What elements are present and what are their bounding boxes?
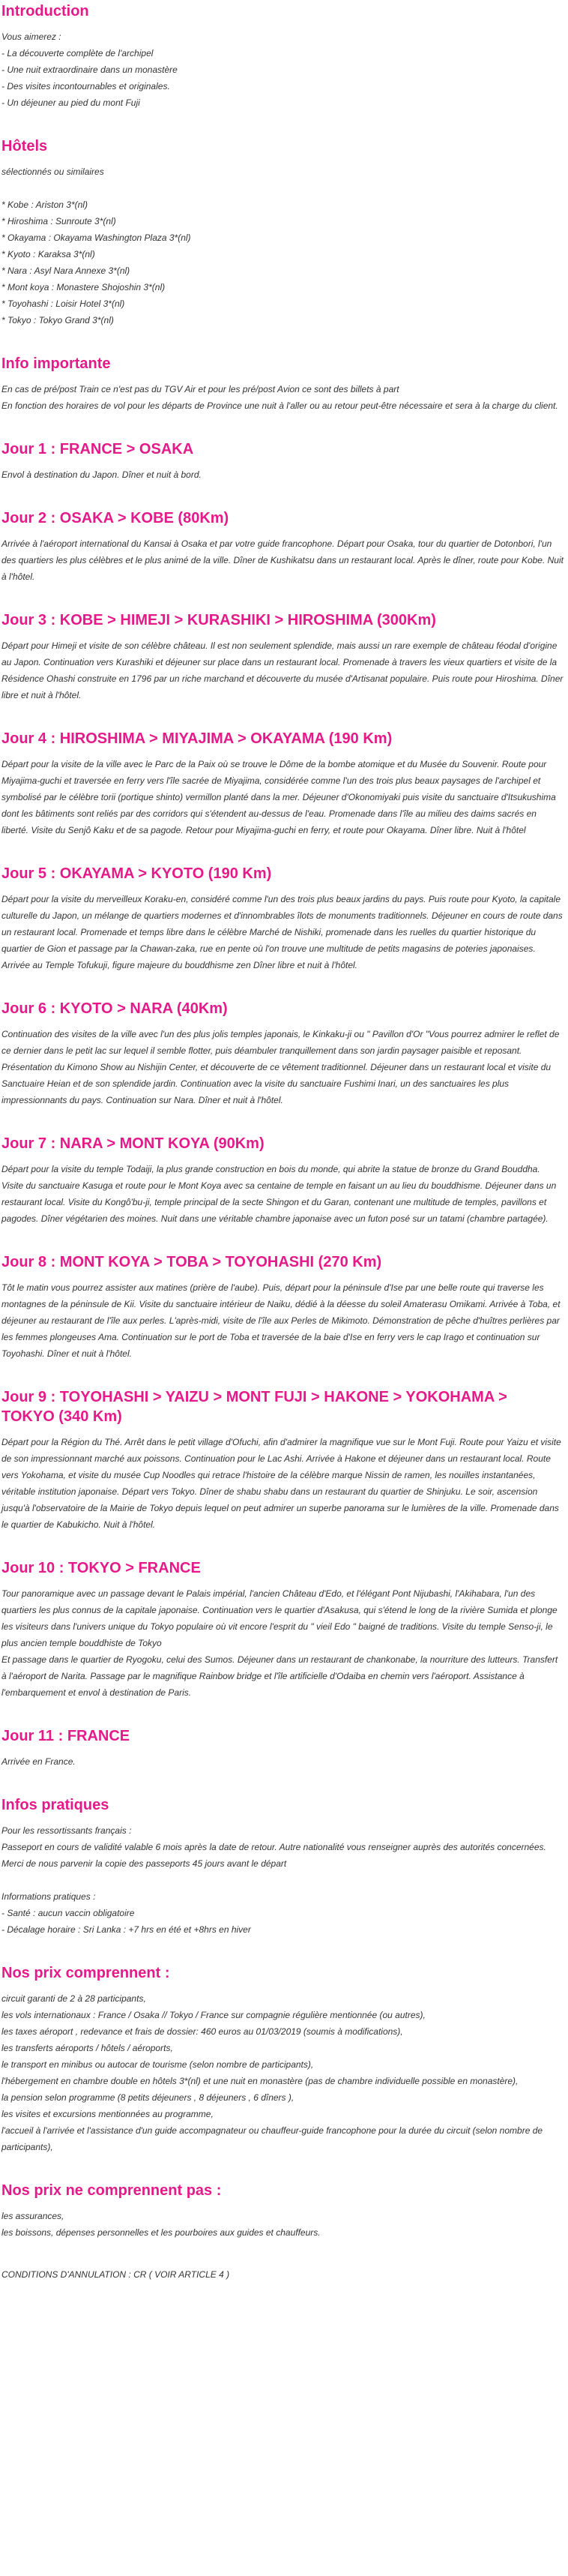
section-body: Vous aimerez : - La découverte complète de l'archipel - Une nuit extraordinaire dans un monastère - Des visites incontournables et originales. - Un déjeuner au pied du mont Fuji — [1, 31, 178, 108]
section-jour-4-hiroshima-miyajima-okayama-190-km — [1, 729, 564, 838]
section-title: Hôtels — [1, 138, 48, 154]
section-title: Jour 7 : NARA > MONT KOYA (90Km) — [1, 1135, 265, 1152]
section-jour-1-france-osaka — [1, 439, 564, 483]
section-title: Nos prix comprennent : — [1, 1965, 170, 1981]
section-title: Infos pratiques — [1, 1797, 109, 1813]
section-title: Nos prix ne comprennent pas : — [1, 2182, 222, 2199]
section-nos-prix-comprennent — [1, 1963, 564, 2155]
section-jour-11-france — [1, 1726, 564, 1770]
section-title: Jour 4 : HIROSHIMA > MIYAJIMA > OKAYAMA (190 Km) — [1, 730, 393, 747]
section-title: Jour 9 : TOYOHASHI > YAIZU > MONT FUJI > HAKONE > YOKOHAMA > TOKYO (340 Km) — [1, 1389, 507, 1425]
section-jour-10-tokyo-france — [1, 1558, 564, 1701]
section-body: Arrivée à l'aéroport international du Kansai à Osaka et par votre guide francophone. Départ pour Osaka, tour du quartier de Dotonbori, l'un des quartiers les plus célèbres et le plus animé de la ville. Dîner de Kushikatsu dans un restaurant local. Après le dîner, route pour Kobe. Nuit à l'hôtel. — [1, 538, 564, 582]
section-title: Info importante — [1, 355, 111, 372]
cancellation-conditions: CONDITIONS D'ANNULATION : CR ( VOIR ARTICLE 4 ) — [1, 2269, 230, 2280]
section-body: circuit garanti de 2 à 28 participants, les vols internationaux : France / Osaka // Tokyo / France sur compagnie régulière mentionnée (ou autres), les taxes aéroport , redevance et frais de dossier: 460 euros au 01/03/2019 (soumis à modifications), les transferts aéroports / hôtels / aéroports, le transport en minibus ou autocar de tourisme (selon nombre de participants), l'hébergement en chambre double en hôtels 3*(nl) et une nuit en monastère (pas de chambre individuelle possible en monastère), la pension selon programme (8 petits déjeuners , 8 déjeuners , 6 dîners ), les visites et excursions mentionnées au programme, l'accueil à l'arrivée et l'assistance d'un guide accompagnateur ou chauffeur-guide francophone pour la durée du circuit (selon nombre de participants), — [1, 1993, 543, 2152]
section-hotels — [1, 136, 564, 328]
section-body: Départ pour la Région du Thé. Arrêt dans le petit village d'Ofuchi, afin d'admirer la magnifique vue sur le Mont Fuji. Route pour Yaizu et visite de son impressionnant marché aux poissons. Continuation pour le Lac Ashi. Arrivée à Hakone et déjeuner dans un restaurant local. Route vers Yokohama, et visite du musée Cup Noodles qui retrace l'histoire de la célèbre marque Nissin de ramen, les nouilles instantanées, véritable institution japonaise. Départ vers Tokyo. Dîner de shabu shabu dans un restaurant du quartier de Shinjuku. Le soir, ascension jusqu'à l'observatoire de la Mairie de Tokyo depuis lequel on peut admirer un superbe panorama sur le lumières de la ville. Promenade dans le quartier de Kabukicho. Nuit à l'hôtel. — [1, 1437, 561, 1530]
section-jour-9-toyohashi-yaizu-mont-fuji-hakone-yokohama-tokyo-340-km — [1, 1387, 564, 1533]
section-body: Tour panoramique avec un passage devant le Palais impérial, l'ancien Château d'Edo, et l'élégant Pont Nijubashi, l'Akihabara, l'un des quartiers les plus connus de la capitale japonaise. Continuation vers le quartier d'Asakusa, qui s'étend le long de la rivière Sumida et plonge les visiteurs dans l'univers unique du Tokyo populaire où vit encore l'esprit du " vieil Edo " baigné de traditions. Visite du temple Senso-ji, le plus ancien temple bouddhiste de Tokyo Et passage dans le quartier de Ryogoku, celui des Sumos. Déjeuner dans un restaurant de chankonabe, la nourriture des lutteurs. Transfert à l'aéroport de Narita. Passage par le magnifique Rainbow bridge et l'île artificielle d'Odaiba en chemin vers l'aéroport. Assistance à l'embarquement et envol à destination de Paris. — [1, 1588, 558, 1698]
section-title: Jour 5 : OKAYAMA > KYOTO (190 Km) — [1, 865, 272, 882]
section-jour-7-nara-mont-koya-90km — [1, 1134, 564, 1227]
section-title: Introduction — [1, 3, 89, 19]
section-jour-5-okayama-kyoto-190-km — [1, 864, 564, 973]
section-body: En cas de pré/post Train ce n'est pas du TGV Air et pour les pré/post Avion ce sont des billets à part En fonction des horaires de vol pour les départs de Province une nuit à l'aller ou au retour peut-être nécessaire et sera à la charge du client. — [1, 384, 558, 411]
section-infos-pratiques — [1, 1795, 564, 1938]
section-jour-3-kobe-himeji-kurashiki-hiroshima-300km — [1, 610, 564, 703]
section-title: Jour 3 : KOBE > HIMEJI > KURASHIKI > HIROSHIMA (300Km) — [1, 612, 436, 628]
section-nos-prix-ne-comprennent-pas — [1, 2181, 564, 2241]
section-title: Jour 8 : MONT KOYA > TOBA > TOYOHASHI (270 Km) — [1, 1254, 382, 1270]
section-body: Départ pour Himeji et visite de son célèbre château. Il est non seulement splendide, mais aussi un rare exemple de château féodal d'origine au Japon. Continuation vers Kurashiki et déjeuner sur place dans un restaurant local. Promenade à travers les vieux quartiers et visite de la Résidence Ohashi construite en 1796 par un riche marchand et découverte du musée d'Artisanat populaire. Puis route pour Hiroshima. Dîner libre et nuit à l'hôtel. — [1, 640, 564, 700]
section-body: Envol à destination du Japon. Dîner et nuit à bord. — [1, 469, 202, 480]
section-title: Jour 2 : OSAKA > KOBE (80Km) — [1, 510, 229, 526]
section-title: Jour 10 : TOKYO > FRANCE — [1, 1560, 201, 1576]
section-introduction — [1, 1, 564, 111]
section-jour-8-mont-koya-toba-toyohashi-270-km — [1, 1252, 564, 1362]
section-body: Pour les ressortissants français : Passeport en cours de validité valable 6 mois après la date de retour. Autre nationalité vous renseigner auprès des autorités concernées. Merci de nous parvenir la copie des passeports 45 jours avant le départ Informations pratiques : - Santé : aucun vaccin obligatoire - Décalage horaire : Sri Lanka : +7 hrs en été et +8hrs en hiver — [1, 1825, 546, 1935]
section-body: les assurances, les boissons, dépenses personnelles et les pourboires aux guides et chauffeurs. — [1, 2211, 321, 2238]
section-jour-6-kyoto-nara-40km — [1, 999, 564, 1108]
section-body: Arrivée en France. — [1, 1756, 76, 1767]
section-title: Jour 1 : FRANCE > OSAKA — [1, 441, 194, 457]
section-title: Jour 11 : FRANCE — [1, 1728, 130, 1744]
section-info-importante — [1, 354, 564, 414]
section-title: Jour 6 : KYOTO > NARA (40Km) — [1, 1000, 228, 1017]
section-jour-2-osaka-kobe-80km — [1, 508, 564, 585]
section-body: Départ pour la visite de la ville avec le Parc de la Paix où se trouve le Dôme de la bombe atomique et du Musée du Souvenir. Route pour Miyajima-guchi et traversée en ferry vers l'île sacrée de Miyajima, considérée comme l'un des trois plus beaux paysages de l'archipel et symbolisé par le célèbre torii (portique shinto) vermillon planté dans la mer. Déjeuner d'Okonomiyaki puis visite du sanctuaire d'Itsukushima dont les bâtiments sont reliés par des corridors qui s'étendent au-dessus de l'eau. Promenade dans l'île au milieu des daims sacrés en liberté. Visite du Senjô Kaku et de sa pagode. Retour pour Miyajima-guchi en ferry, et route pour Okayama. Dîner libre. Nuit à l'hôtel — [1, 759, 556, 835]
section-body: Continuation des visites de la ville avec l'un des plus jolis temples japonais, le Kinkaku-ji ou " Pavillon d'Or "Vous pourrez admirer le reflet de ce dernier dans le petit lac sur lequel il semble flotter, puis déambuler tranquillement dans son jardin paysager paisible et reposant. Présentation du Kimono Show au Nishijin Center, et découverte de ce vêtement traditionnel. Déjeuner dans un restaurant local et visite du Sanctuaire Heian et de son splendide jardin. Continuation avec la visite du sanctuaire Fushimi Inari, un des sanctuaires les plus impressionnants du pays. Continuation sur Nara. Dîner et nuit à l'hôtel. — [1, 1029, 560, 1105]
section-body: Tôt le matin vous pourrez assister aux matines (prière de l'aube). Puis, départ pour la péninsule d'Ise par une belle route qui traverse les montagnes de la péninsule de Kii. Visite du sanctuaire intérieur de Naiku, dédié à la déesse du soleil Amaterasu Omikami. Arrivée à Toba, et déjeuner au restaurant de l'île aux perles. L'après-midi, visite de l'île aux Perles de Mikimoto. Démonstration de pêche d'huîtres perlières par les femmes plongeuses Ama. Continuation sur le port de Toba et traversée de la baie d'Ise en ferry vers le cap Irago et continuation sur Toyohashi. Dîner et nuit à l'hôtel. — [1, 1282, 561, 1359]
section-body: Départ pour la visite du merveilleux Koraku-en, considéré comme l'un des trois plus beaux jardins du pays. Puis route pour Kyoto, la capitale culturelle du Japon, un mélange de quartiers modernes et d'innombrables îlots de monuments traditionnels. Déjeuner en cours de route dans un restaurant local. Promenade et temps libre dans le célèbre Marché de Nishiki, promenade dans les ruelles du quartier historique du quartier de Gion et passage par la Chawan-zaka, rue en pente où l'on trouve une multitude de petits magasins de poteries japonaises. Arrivée au Temple Tofukuji, figure majeure du bouddhisme zen Dîner libre et nuit à l'hôtel. — [1, 894, 563, 970]
section-body: Départ pour la visite du temple Todaiji, la plus grande construction en bois du monde, qui abrite la statue de bronze du Grand Bouddha. Visite du sanctuaire Kasuga et route pour le Mont Koya avec sa centaine de temple en faisant un au lieu du bouddhisme. Déjeuner dans un restaurant local. Visite du Kongô'bu-ji, temple principal de la secte Shingon et du Garan, contenant une multitude de temples, pavillons et pagodes. Dîner végétarien des moines. Nuit dans une véritable chambre japonaise avec un futon posé sur un tatami (chambre partagée). — [1, 1164, 557, 1224]
section-body: sélectionnés ou similaires * Kobe : Ariston 3*(nl) * Hiroshima : Sunroute 3*(nl) * Okayama : Okayama Washington Plaza 3*(nl) * Kyoto : Karaksa 3*(nl) * Nara : Asyl Nara Annexe 3*(nl) * Mont koya : Monastere Shojoshin 3*(nl) * Toyohashi : Loisir Hotel 3*(nl) * Tokyo : Tokyo Grand 3*(nl) — [1, 166, 191, 325]
